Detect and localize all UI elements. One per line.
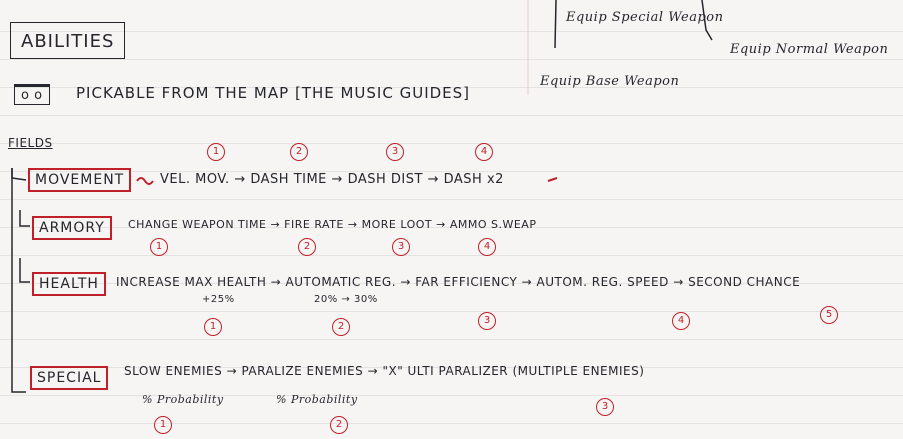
special-num-2: 2	[330, 416, 348, 434]
movement-num-4: 4	[475, 143, 493, 161]
movement-item: VEL. MOV.	[160, 172, 230, 187]
special-num-3: 3	[596, 398, 614, 416]
movement-item: DASH TIME	[250, 172, 327, 187]
weapon-normal: Equip Normal Weapon	[730, 42, 889, 57]
weapon-special: Equip Special Weapon	[566, 10, 724, 25]
armory-num-1: 1	[150, 238, 168, 256]
special-row	[124, 364, 644, 378]
movement-item: DASH x2	[443, 172, 504, 187]
health-num-3: 3	[478, 312, 496, 330]
health-num-2: 2	[332, 318, 350, 336]
armory-row	[128, 218, 536, 231]
arrow-icon: →	[521, 275, 537, 289]
special-num-1: 1	[154, 416, 172, 434]
special-note-2: % Probability	[276, 393, 358, 406]
armory-item: CHANGE WEAPON TIME	[128, 218, 267, 231]
armory-num-2: 2	[298, 238, 316, 256]
pickup-icon	[14, 84, 50, 105]
arrow-icon: →	[226, 364, 242, 378]
arrow-icon: →	[367, 364, 383, 378]
field-armory: ARMORY	[32, 216, 112, 240]
movement-item: DASH DIST	[347, 172, 423, 187]
armory-item: MORE LOOT	[361, 218, 433, 231]
health-num-4: 4	[672, 312, 690, 330]
movement-num-1: 1	[207, 143, 225, 161]
field-health: HEALTH	[32, 272, 106, 296]
health-item: FAR EFFICIENCY	[415, 275, 518, 289]
movement-row	[160, 172, 504, 187]
arrow-icon: →	[427, 172, 444, 187]
armory-num-3: 3	[392, 238, 410, 256]
health-row	[116, 275, 800, 289]
subtitle: PICKABLE FROM THE MAP [THE MUSIC GUIDES]	[76, 84, 471, 102]
health-note-1: +25%	[202, 294, 235, 305]
arrow-icon: →	[270, 218, 285, 231]
fields-label: FIELDS	[8, 136, 53, 150]
health-item: AUTOMATIC REG.	[285, 275, 397, 289]
arrow-icon: →	[400, 275, 416, 289]
health-item: SECOND CHANCE	[688, 275, 801, 289]
health-item: AUTOM. REG. SPEED	[536, 275, 669, 289]
abilities-title-text: ABILITIES	[21, 31, 115, 52]
arrow-icon: →	[673, 275, 689, 289]
arrow-icon: →	[270, 275, 286, 289]
armory-item: FIRE RATE	[284, 218, 344, 231]
special-note-1: % Probability	[142, 393, 224, 406]
special-item: "X" ULTI PARALIZER (MULTIPLE ENEMIES)	[382, 364, 645, 378]
arrow-icon: →	[331, 172, 348, 187]
armory-item: AMMO S.WEAP	[449, 218, 537, 231]
pickup-icon-text: o o	[21, 88, 43, 103]
field-special: SPECIAL	[30, 366, 108, 390]
health-note-2: 20% → 30%	[314, 294, 378, 305]
field-movement: MOVEMENT	[28, 168, 131, 192]
abilities-title	[10, 22, 125, 59]
special-item: PARALIZE ENEMIES	[241, 364, 364, 378]
movement-num-3: 3	[386, 143, 404, 161]
arrow-icon: →	[347, 218, 362, 231]
health-num-1: 1	[204, 318, 222, 336]
armory-num-4: 4	[478, 238, 496, 256]
arrow-icon: →	[234, 172, 251, 187]
movement-num-2: 2	[290, 143, 308, 161]
special-item: SLOW ENEMIES	[124, 364, 223, 378]
weapon-base: Equip Base Weapon	[540, 74, 680, 89]
health-num-5: 5	[820, 306, 838, 324]
health-item: INCREASE MAX HEALTH	[116, 275, 267, 289]
arrow-icon: →	[436, 218, 450, 231]
